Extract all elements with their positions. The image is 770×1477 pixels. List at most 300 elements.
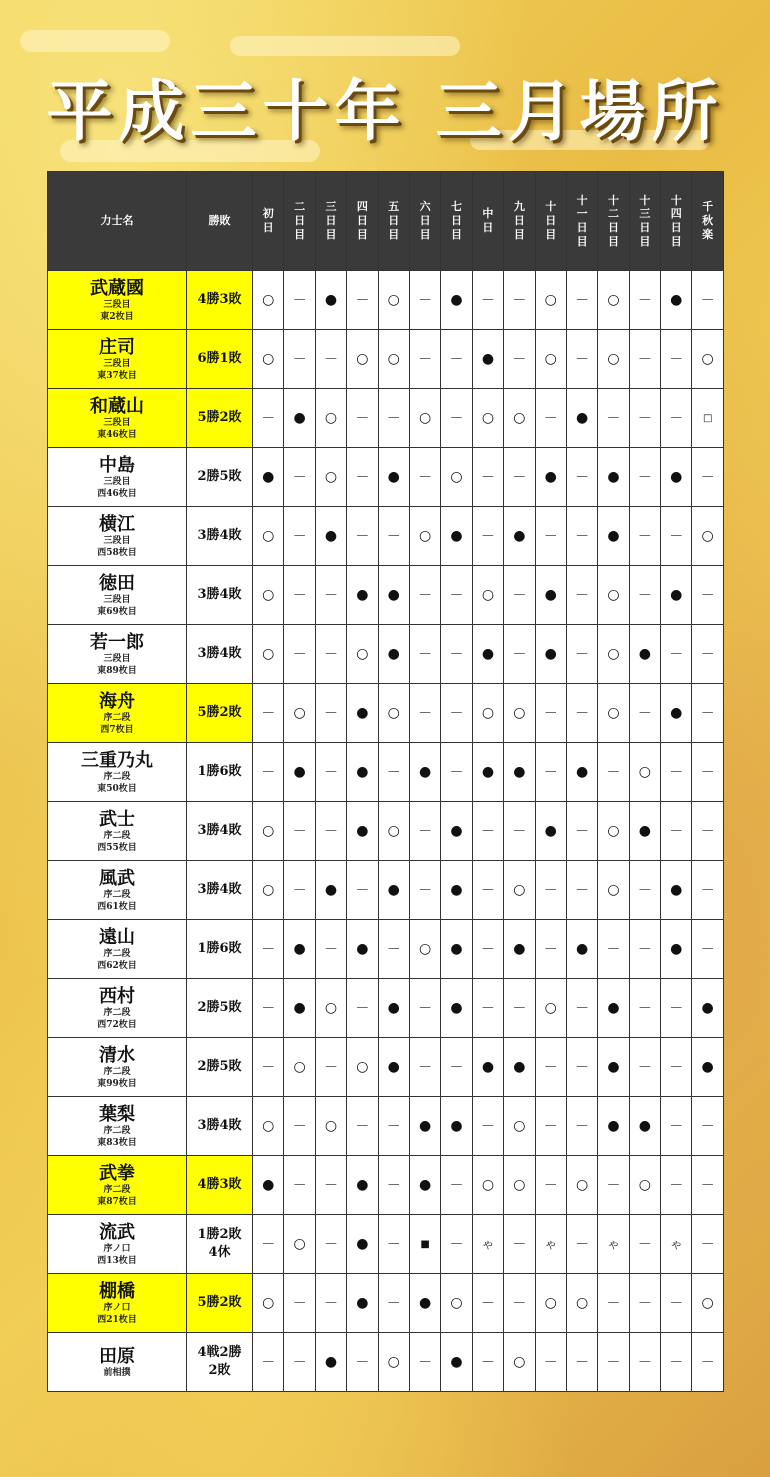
- result-cell: ●: [629, 625, 660, 684]
- result-cell: ○: [441, 448, 472, 507]
- result-cell: －: [661, 1274, 692, 1333]
- header-day-char: 二: [294, 200, 306, 214]
- result-cell: －: [661, 507, 692, 566]
- result-cell: －: [472, 507, 503, 566]
- table-row: [48, 1274, 724, 1333]
- header-day-char: 中: [482, 207, 494, 221]
- result-cell: －: [472, 448, 503, 507]
- header-day-14: [661, 172, 692, 271]
- result-cell: ○: [692, 1274, 723, 1333]
- result-cell: ●: [441, 1097, 472, 1156]
- wrestler-cell: [48, 1274, 187, 1333]
- wrestler-name: 清水: [99, 1044, 135, 1066]
- result-cell: －: [472, 1333, 503, 1392]
- wrestler-cell: [48, 625, 187, 684]
- record-cell: [187, 920, 253, 979]
- wrestler-rank: 東99枚目: [97, 1078, 137, 1089]
- result-cell: ○: [315, 389, 346, 448]
- wrestler-cell: [48, 1333, 187, 1392]
- result-cell: ○: [598, 802, 629, 861]
- record-cell: [187, 271, 253, 330]
- result-cell: ○: [347, 1038, 378, 1097]
- wrestler-name: 横江: [99, 513, 135, 535]
- result-cell: ●: [629, 1097, 660, 1156]
- header-day-1: [253, 172, 284, 271]
- result-cell: －: [692, 1156, 723, 1215]
- result-cell: ●: [535, 566, 566, 625]
- result-cell: や: [661, 1215, 692, 1274]
- result-cell: ○: [535, 271, 566, 330]
- result-cell: －: [284, 330, 315, 389]
- wrestler-rank: 東37枚目: [97, 370, 137, 381]
- result-cell: ●: [692, 1038, 723, 1097]
- header-day-char: 四: [356, 200, 368, 214]
- wrestler-name: 西村: [99, 985, 135, 1007]
- result-cell: －: [253, 1215, 284, 1274]
- record-cell: [187, 1215, 253, 1274]
- result-cell: ●: [347, 566, 378, 625]
- result-cell: －: [409, 979, 440, 1038]
- result-cell: －: [253, 743, 284, 802]
- result-cell: ○: [504, 1333, 535, 1392]
- page-title: 平成三十年 三月場所: [46, 73, 724, 150]
- header-day-char: 目: [639, 234, 651, 248]
- result-cell: －: [692, 920, 723, 979]
- result-cell: ○: [535, 1274, 566, 1333]
- wrestler-division: 序ノ口: [103, 1302, 131, 1313]
- result-cell: －: [253, 979, 284, 1038]
- result-cell: －: [409, 625, 440, 684]
- result-cell: －: [598, 920, 629, 979]
- result-cell: －: [566, 802, 597, 861]
- result-cell: －: [629, 1333, 660, 1392]
- record-text: 1勝2敗: [197, 1227, 242, 1242]
- header-day-char: 日: [639, 221, 651, 234]
- result-cell: －: [566, 566, 597, 625]
- result-cell: ○: [504, 861, 535, 920]
- result-cell: －: [692, 271, 723, 330]
- wrestler-name: 三重乃丸: [81, 749, 153, 771]
- wrestler-division: 序二段: [103, 1066, 131, 1077]
- record-text: 3勝4敗: [197, 1118, 242, 1133]
- result-cell: －: [566, 1038, 597, 1097]
- result-cell: ○: [315, 1097, 346, 1156]
- result-cell: －: [535, 1333, 566, 1392]
- result-cell: ●: [347, 684, 378, 743]
- table-row: [48, 389, 724, 448]
- result-cell: ●: [472, 625, 503, 684]
- record-text: 5勝2敗: [197, 1295, 242, 1310]
- result-cell: －: [284, 1333, 315, 1392]
- header-day-char: 十: [607, 193, 619, 207]
- result-cell: －: [566, 1097, 597, 1156]
- result-cell: －: [472, 802, 503, 861]
- header-day-10: [535, 172, 566, 271]
- result-cell: や: [535, 1215, 566, 1274]
- record-cell: [187, 979, 253, 1038]
- result-cell: ○: [535, 330, 566, 389]
- record-cell: [187, 1097, 253, 1156]
- result-cell: ○: [315, 448, 346, 507]
- result-cell: －: [692, 1097, 723, 1156]
- result-cell: －: [629, 1215, 660, 1274]
- wrestler-division: 序ノ口: [103, 1243, 131, 1254]
- result-cell: －: [504, 979, 535, 1038]
- result-cell: －: [629, 861, 660, 920]
- result-cell: －: [284, 1097, 315, 1156]
- result-cell: ○: [284, 684, 315, 743]
- result-cell: －: [441, 1156, 472, 1215]
- result-cell: －: [347, 1097, 378, 1156]
- wrestler-rank: 西62枚目: [97, 960, 137, 971]
- header-day-char: 十: [670, 193, 682, 207]
- result-cell: －: [409, 330, 440, 389]
- result-cell: ○: [284, 1038, 315, 1097]
- record-cell: [187, 861, 253, 920]
- result-cell: －: [315, 743, 346, 802]
- result-cell: －: [284, 861, 315, 920]
- result-cell: －: [692, 625, 723, 684]
- result-cell: －: [692, 566, 723, 625]
- header-day-char: 日: [545, 214, 557, 228]
- result-cell: ●: [378, 566, 409, 625]
- result-cell: －: [409, 566, 440, 625]
- result-cell: ○: [253, 507, 284, 566]
- result-cell: ●: [253, 1156, 284, 1215]
- result-cell: ○: [692, 507, 723, 566]
- wrestler-cell: [48, 389, 187, 448]
- result-cell: や: [472, 1215, 503, 1274]
- record-cell: [187, 625, 253, 684]
- result-cell: －: [441, 684, 472, 743]
- wrestler-rank: 西55枚目: [97, 842, 137, 853]
- wrestler-rank: 西13枚目: [97, 1255, 137, 1266]
- wrestler-division: 序二段: [103, 948, 131, 959]
- result-cell: ●: [598, 1097, 629, 1156]
- table-row: [48, 507, 724, 566]
- result-cell: ●: [598, 979, 629, 1038]
- result-cell: －: [347, 1333, 378, 1392]
- table-row: [48, 1156, 724, 1215]
- result-cell: －: [472, 861, 503, 920]
- wrestler-name: 徳田: [99, 572, 135, 594]
- result-cell: ●: [504, 920, 535, 979]
- wrestler-rank: 西7枚目: [100, 724, 134, 735]
- header-day-char: 日: [325, 214, 337, 228]
- result-cell: －: [472, 979, 503, 1038]
- wrestler-division: 三段目: [103, 653, 131, 664]
- record-text: 4休: [208, 1245, 231, 1260]
- result-cell: －: [629, 389, 660, 448]
- record-text: 1勝6敗: [197, 941, 242, 956]
- header-day-char: 六: [419, 200, 431, 214]
- result-cell: －: [566, 979, 597, 1038]
- result-cell: ●: [409, 1097, 440, 1156]
- result-cell: ●: [378, 625, 409, 684]
- result-cell: ●: [661, 861, 692, 920]
- wrestler-cell: [48, 684, 187, 743]
- result-cell: －: [535, 389, 566, 448]
- result-cell: －: [347, 507, 378, 566]
- result-cell: －: [598, 389, 629, 448]
- result-cell: －: [441, 389, 472, 448]
- wrestler-rank: 東2枚目: [100, 311, 134, 322]
- wrestler-cell: [48, 1097, 187, 1156]
- record-cell: [187, 507, 253, 566]
- result-cell: －: [315, 920, 346, 979]
- result-cell: ○: [441, 1274, 472, 1333]
- result-cell: －: [504, 330, 535, 389]
- result-cell: －: [504, 566, 535, 625]
- result-cell: －: [629, 920, 660, 979]
- wrestler-division: 序二段: [103, 1184, 131, 1195]
- result-cell: －: [409, 861, 440, 920]
- header-day-char: 秋: [702, 214, 714, 228]
- record-cell: [187, 743, 253, 802]
- result-cell: ●: [504, 1038, 535, 1097]
- header-day-char: 十: [576, 193, 588, 207]
- result-cell: や: [598, 1215, 629, 1274]
- result-cell: ○: [598, 625, 629, 684]
- result-cell: ○: [253, 1097, 284, 1156]
- header-day-char: 目: [576, 234, 588, 248]
- result-cell: ○: [504, 684, 535, 743]
- record-text: 1勝6敗: [197, 764, 242, 779]
- result-cell: －: [629, 507, 660, 566]
- header-day-char: 日: [294, 214, 306, 228]
- wrestler-division: 序二段: [103, 830, 131, 841]
- wrestler-cell: [48, 861, 187, 920]
- result-cell: ○: [378, 1333, 409, 1392]
- result-cell: －: [378, 1215, 409, 1274]
- result-cell: ●: [441, 920, 472, 979]
- wrestler-name: 和蔵山: [90, 395, 144, 417]
- record-cell: [187, 389, 253, 448]
- result-cell: －: [253, 684, 284, 743]
- header-day-char: 三: [639, 207, 651, 221]
- result-cell: －: [441, 330, 472, 389]
- result-cell: －: [629, 1274, 660, 1333]
- result-cell: －: [535, 507, 566, 566]
- wrestler-name: 遠山: [99, 926, 135, 948]
- header-day-12: [598, 172, 629, 271]
- header-day-5: [378, 172, 409, 271]
- result-cell: ●: [441, 802, 472, 861]
- table-row: [48, 330, 724, 389]
- header-day-char: 目: [607, 234, 619, 248]
- result-cell: ●: [566, 920, 597, 979]
- result-cell: ○: [629, 743, 660, 802]
- header-day-char: 五: [388, 200, 400, 214]
- result-cell: ●: [441, 979, 472, 1038]
- header-day-char: 千: [702, 200, 714, 214]
- result-cell: ●: [441, 271, 472, 330]
- result-cell: －: [409, 271, 440, 330]
- result-cell: －: [692, 684, 723, 743]
- result-cell: ●: [284, 979, 315, 1038]
- result-cell: ○: [253, 802, 284, 861]
- result-cell: －: [692, 1333, 723, 1392]
- wrestler-cell: [48, 330, 187, 389]
- header-day-11: [566, 172, 597, 271]
- result-cell: ●: [535, 448, 566, 507]
- result-cell: －: [598, 1156, 629, 1215]
- result-cell: －: [347, 861, 378, 920]
- record-cell: [187, 802, 253, 861]
- wrestler-name: 庄司: [99, 336, 135, 358]
- result-cell: －: [315, 802, 346, 861]
- result-cell: －: [661, 1038, 692, 1097]
- decorative-cloud: [20, 30, 170, 52]
- result-cell: －: [253, 389, 284, 448]
- record-cell: [187, 1038, 253, 1097]
- wrestler-division: 序二段: [103, 1125, 131, 1136]
- wrestler-cell: [48, 979, 187, 1038]
- header-day-6: [409, 172, 440, 271]
- wrestler-cell: [48, 448, 187, 507]
- result-cell: －: [598, 743, 629, 802]
- header-day-char: 十: [639, 193, 651, 207]
- result-cell: ○: [566, 1156, 597, 1215]
- record-cell: [187, 1156, 253, 1215]
- table-row: [48, 920, 724, 979]
- result-cell: ○: [472, 1156, 503, 1215]
- result-cell: －: [629, 684, 660, 743]
- table-row: [48, 625, 724, 684]
- result-cell: ●: [409, 1274, 440, 1333]
- record-cell: [187, 330, 253, 389]
- header-day-4: [347, 172, 378, 271]
- result-cell: －: [692, 802, 723, 861]
- table-row: [48, 271, 724, 330]
- result-cell: －: [566, 861, 597, 920]
- result-cell: －: [284, 1156, 315, 1215]
- result-cell: ○: [598, 566, 629, 625]
- wrestler-division: 序二段: [103, 1007, 131, 1018]
- wrestler-rank: 西72枚目: [97, 1019, 137, 1030]
- wrestler-name: 葉梨: [99, 1103, 135, 1125]
- header-day-char: 目: [451, 227, 463, 241]
- result-cell: ○: [504, 389, 535, 448]
- result-cell: ○: [566, 1274, 597, 1333]
- header-day-char: 目: [294, 227, 306, 241]
- result-cell: ●: [598, 507, 629, 566]
- header-name: 力士名: [48, 172, 187, 271]
- result-cell: －: [284, 1274, 315, 1333]
- result-cell: －: [598, 1333, 629, 1392]
- result-cell: ●: [284, 389, 315, 448]
- result-cell: ○: [315, 979, 346, 1038]
- wrestler-division: 三段目: [103, 417, 131, 428]
- wrestler-division: 三段目: [103, 358, 131, 369]
- result-cell: ●: [441, 861, 472, 920]
- result-cell: ○: [629, 1156, 660, 1215]
- result-cell: －: [284, 507, 315, 566]
- wrestler-cell: [48, 1038, 187, 1097]
- result-cell: －: [472, 920, 503, 979]
- result-cell: －: [378, 920, 409, 979]
- wrestler-name: 中島: [99, 454, 135, 476]
- result-cell: －: [566, 271, 597, 330]
- wrestler-division: 三段目: [103, 594, 131, 605]
- record-text: 2勝5敗: [197, 469, 242, 484]
- result-cell: ●: [347, 802, 378, 861]
- result-cell: ●: [441, 507, 472, 566]
- wrestler-rank: 東83枚目: [97, 1137, 137, 1148]
- result-cell: －: [347, 979, 378, 1038]
- record-cell: [187, 1333, 253, 1392]
- result-cell: －: [284, 802, 315, 861]
- result-cell: ●: [441, 1333, 472, 1392]
- result-cell: ●: [566, 389, 597, 448]
- table-row: [48, 684, 724, 743]
- wrestler-rank: 西21枚目: [97, 1314, 137, 1325]
- result-cell: ○: [378, 330, 409, 389]
- result-cell: －: [661, 1156, 692, 1215]
- result-cell: －: [504, 1215, 535, 1274]
- result-cell: ○: [504, 1156, 535, 1215]
- result-cell: ○: [284, 1215, 315, 1274]
- result-cell: －: [409, 448, 440, 507]
- header-day-char: 日: [607, 221, 619, 234]
- result-cell: －: [253, 920, 284, 979]
- result-cell: －: [661, 802, 692, 861]
- wrestler-name: 流武: [99, 1221, 135, 1243]
- table-row: [48, 1215, 724, 1274]
- result-cell: ○: [378, 684, 409, 743]
- wrestler-rank: 東69枚目: [97, 606, 137, 617]
- result-cell: －: [472, 271, 503, 330]
- result-cell: －: [661, 1097, 692, 1156]
- result-cell: ○: [598, 861, 629, 920]
- result-cell: ●: [409, 1156, 440, 1215]
- result-cell: ●: [284, 743, 315, 802]
- record-text: 5勝2敗: [197, 705, 242, 720]
- header-day-char: 目: [545, 227, 557, 241]
- result-cell: ●: [253, 448, 284, 507]
- header-day-13: [629, 172, 660, 271]
- result-cell: ○: [347, 330, 378, 389]
- result-cell: ●: [598, 1038, 629, 1097]
- wrestler-division: 序二段: [103, 712, 131, 723]
- result-cell: ●: [347, 1156, 378, 1215]
- result-cell: ○: [378, 802, 409, 861]
- table-row: [48, 861, 724, 920]
- wrestler-name: 武士: [99, 808, 135, 830]
- wrestler-rank: 西46枚目: [97, 488, 137, 499]
- record-text: 2勝5敗: [197, 1059, 242, 1074]
- result-cell: ●: [378, 861, 409, 920]
- result-cell: ○: [535, 979, 566, 1038]
- wrestler-division: 三段目: [103, 476, 131, 487]
- result-cell: －: [315, 684, 346, 743]
- wrestler-name: 風武: [99, 867, 135, 889]
- header-day-char: 日: [356, 214, 368, 228]
- header-day-char: 九: [513, 200, 525, 214]
- wrestler-cell: [48, 802, 187, 861]
- result-cell: －: [441, 1215, 472, 1274]
- record-text: 4勝3敗: [197, 292, 242, 307]
- result-cell: －: [441, 625, 472, 684]
- record-cell: [187, 448, 253, 507]
- result-cell: －: [566, 330, 597, 389]
- result-cell: －: [566, 1333, 597, 1392]
- result-cell: ●: [472, 1038, 503, 1097]
- result-cell: －: [284, 566, 315, 625]
- record-text: 4戦2勝: [197, 1345, 242, 1360]
- record-text: 3勝4敗: [197, 823, 242, 838]
- result-cell: ●: [409, 743, 440, 802]
